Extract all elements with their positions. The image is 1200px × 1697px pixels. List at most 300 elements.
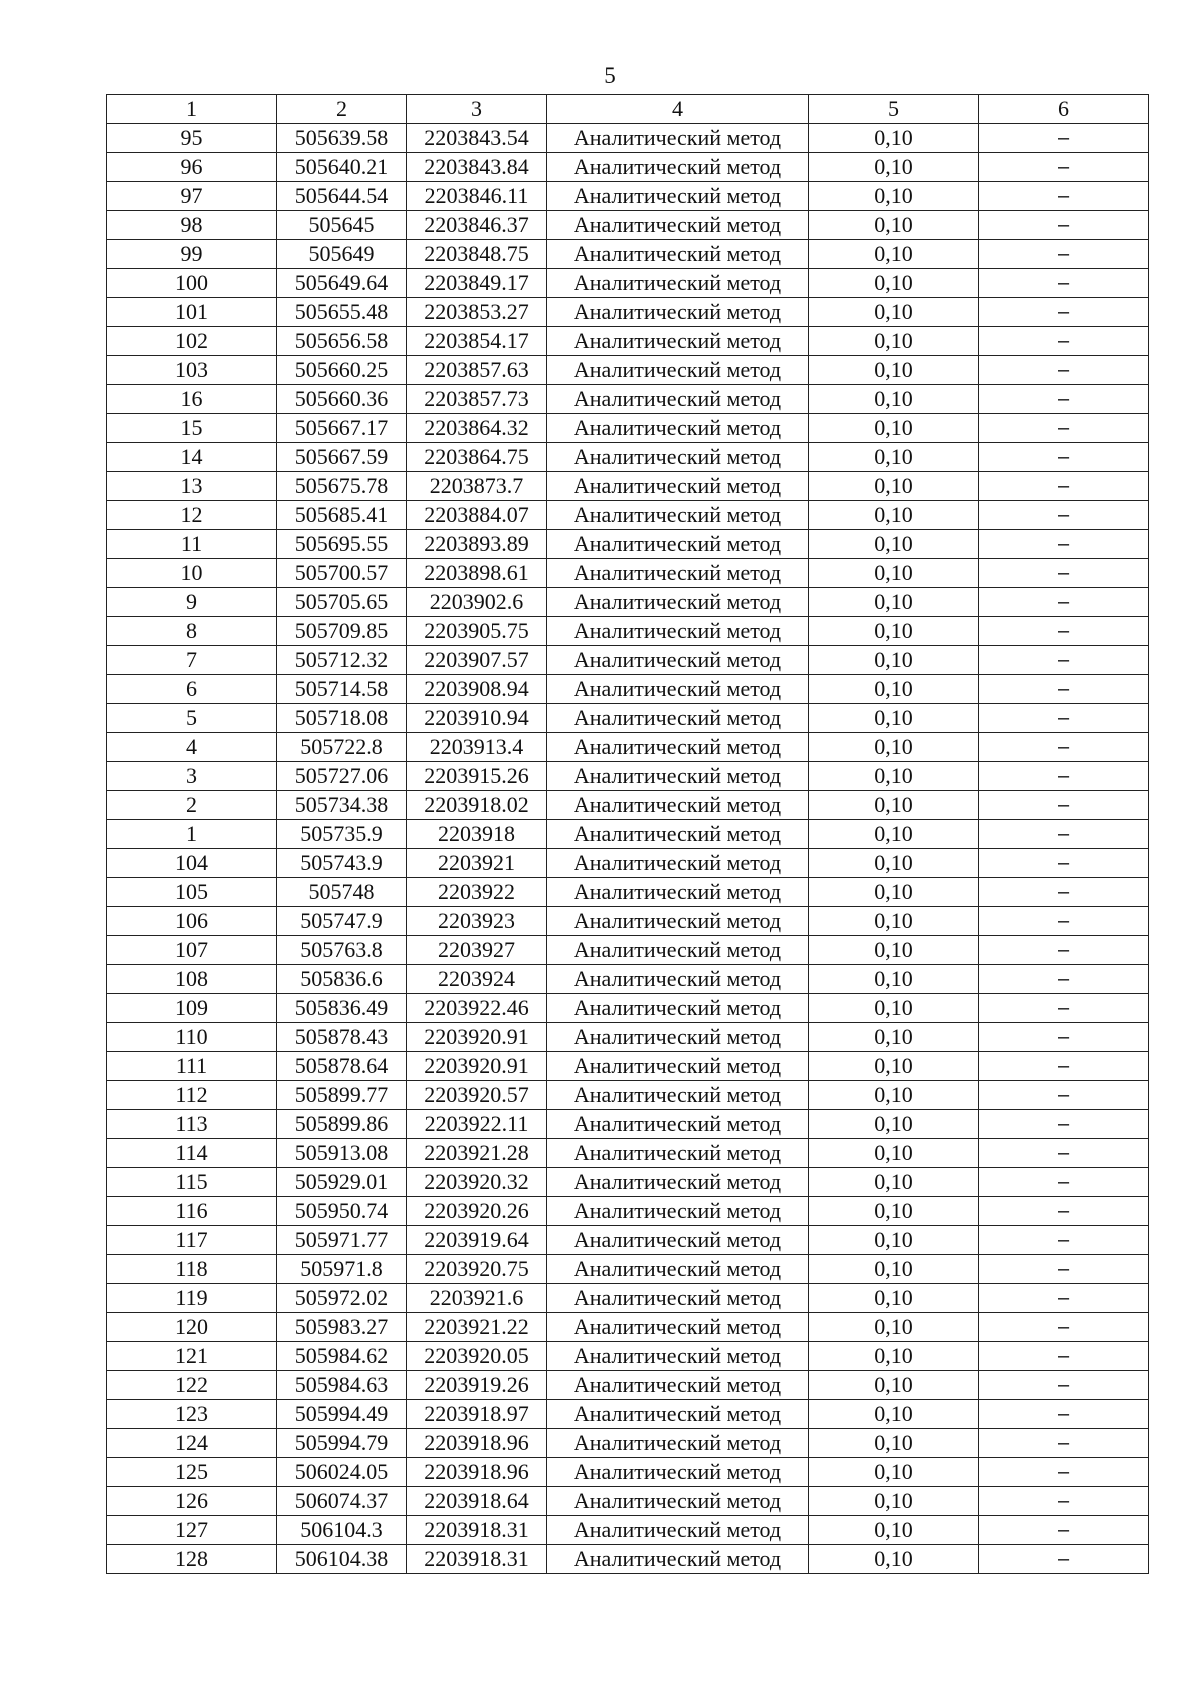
method-cell: Аналитический метод xyxy=(547,1197,809,1226)
accuracy-cell: 0,10 xyxy=(809,414,979,443)
table-row xyxy=(107,588,1149,617)
point-number-cell: 96 xyxy=(107,153,277,182)
table-row xyxy=(107,298,1149,327)
remark-cell: – xyxy=(979,965,1149,994)
point-number-cell: 9 xyxy=(107,588,277,617)
point-number-cell: 3 xyxy=(107,762,277,791)
x-coordinate-cell: 505743.9 xyxy=(277,849,407,878)
table-row xyxy=(107,530,1149,559)
y-coordinate-cell: 2203927 xyxy=(407,936,547,965)
y-coordinate-cell: 2203918.96 xyxy=(407,1429,547,1458)
header-cell: 1 xyxy=(107,95,277,124)
remark-cell: – xyxy=(979,530,1149,559)
accuracy-cell: 0,10 xyxy=(809,1545,979,1574)
point-number-cell: 111 xyxy=(107,1052,277,1081)
remark-cell: – xyxy=(979,1313,1149,1342)
y-coordinate-cell: 2203846.11 xyxy=(407,182,547,211)
x-coordinate-cell: 505667.17 xyxy=(277,414,407,443)
y-coordinate-cell: 2203848.75 xyxy=(407,240,547,269)
accuracy-cell: 0,10 xyxy=(809,1139,979,1168)
header-cell: 5 xyxy=(809,95,979,124)
remark-cell: – xyxy=(979,559,1149,588)
accuracy-cell: 0,10 xyxy=(809,501,979,530)
table-row xyxy=(107,1052,1149,1081)
remark-cell: – xyxy=(979,1487,1149,1516)
method-cell: Аналитический метод xyxy=(547,849,809,878)
accuracy-cell: 0,10 xyxy=(809,1168,979,1197)
accuracy-cell: 0,10 xyxy=(809,269,979,298)
accuracy-cell: 0,10 xyxy=(809,530,979,559)
accuracy-cell: 0,10 xyxy=(809,907,979,936)
method-cell: Аналитический метод xyxy=(547,1313,809,1342)
y-coordinate-cell: 2203920.75 xyxy=(407,1255,547,1284)
point-number-cell: 8 xyxy=(107,617,277,646)
x-coordinate-cell: 505972.02 xyxy=(277,1284,407,1313)
y-coordinate-cell: 2203873.7 xyxy=(407,472,547,501)
method-cell: Аналитический метод xyxy=(547,327,809,356)
y-coordinate-cell: 2203893.89 xyxy=(407,530,547,559)
y-coordinate-cell: 2203918 xyxy=(407,820,547,849)
y-coordinate-cell: 2203920.91 xyxy=(407,1052,547,1081)
y-coordinate-cell: 2203849.17 xyxy=(407,269,547,298)
remark-cell: – xyxy=(979,414,1149,443)
y-coordinate-cell: 2203843.54 xyxy=(407,124,547,153)
method-cell: Аналитический метод xyxy=(547,907,809,936)
accuracy-cell: 0,10 xyxy=(809,327,979,356)
remark-cell: – xyxy=(979,501,1149,530)
point-number-cell: 109 xyxy=(107,994,277,1023)
table-row xyxy=(107,1023,1149,1052)
method-cell: Аналитический метод xyxy=(547,1342,809,1371)
remark-cell: – xyxy=(979,791,1149,820)
method-cell: Аналитический метод xyxy=(547,1458,809,1487)
remark-cell: – xyxy=(979,1168,1149,1197)
remark-cell: – xyxy=(979,356,1149,385)
table-row xyxy=(107,1458,1149,1487)
point-number-cell: 128 xyxy=(107,1545,277,1574)
y-coordinate-cell: 2203918.96 xyxy=(407,1458,547,1487)
y-coordinate-cell: 2203919.64 xyxy=(407,1226,547,1255)
table-header-row xyxy=(107,95,1149,124)
y-coordinate-cell: 2203853.27 xyxy=(407,298,547,327)
table-row xyxy=(107,501,1149,530)
y-coordinate-cell: 2203921.6 xyxy=(407,1284,547,1313)
x-coordinate-cell: 505763.8 xyxy=(277,936,407,965)
x-coordinate-cell: 505714.58 xyxy=(277,675,407,704)
table-row xyxy=(107,820,1149,849)
x-coordinate-cell: 505994.49 xyxy=(277,1400,407,1429)
table-row xyxy=(107,443,1149,472)
table-row xyxy=(107,907,1149,936)
header-cell: 6 xyxy=(979,95,1149,124)
remark-cell: – xyxy=(979,1023,1149,1052)
method-cell: Аналитический метод xyxy=(547,182,809,211)
x-coordinate-cell: 505836.6 xyxy=(277,965,407,994)
x-coordinate-cell: 505660.25 xyxy=(277,356,407,385)
x-coordinate-cell: 505735.9 xyxy=(277,820,407,849)
table-row xyxy=(107,153,1149,182)
remark-cell: – xyxy=(979,385,1149,414)
x-coordinate-cell: 505639.58 xyxy=(277,124,407,153)
method-cell: Аналитический метод xyxy=(547,530,809,559)
y-coordinate-cell: 2203920.05 xyxy=(407,1342,547,1371)
table-row xyxy=(107,733,1149,762)
accuracy-cell: 0,10 xyxy=(809,1284,979,1313)
y-coordinate-cell: 2203915.26 xyxy=(407,762,547,791)
method-cell: Аналитический метод xyxy=(547,1400,809,1429)
x-coordinate-cell: 505899.77 xyxy=(277,1081,407,1110)
x-coordinate-cell: 505705.65 xyxy=(277,588,407,617)
remark-cell: – xyxy=(979,820,1149,849)
y-coordinate-cell: 2203920.26 xyxy=(407,1197,547,1226)
remark-cell: – xyxy=(979,1081,1149,1110)
accuracy-cell: 0,10 xyxy=(809,1487,979,1516)
accuracy-cell: 0,10 xyxy=(809,878,979,907)
point-number-cell: 100 xyxy=(107,269,277,298)
table-row xyxy=(107,1284,1149,1313)
point-number-cell: 1 xyxy=(107,820,277,849)
header-cell: 3 xyxy=(407,95,547,124)
y-coordinate-cell: 2203920.32 xyxy=(407,1168,547,1197)
method-cell: Аналитический метод xyxy=(547,588,809,617)
point-number-cell: 122 xyxy=(107,1371,277,1400)
accuracy-cell: 0,10 xyxy=(809,1081,979,1110)
y-coordinate-cell: 2203857.73 xyxy=(407,385,547,414)
x-coordinate-cell: 505660.36 xyxy=(277,385,407,414)
y-coordinate-cell: 2203923 xyxy=(407,907,547,936)
table-row xyxy=(107,965,1149,994)
table-row xyxy=(107,472,1149,501)
point-number-cell: 99 xyxy=(107,240,277,269)
remark-cell: – xyxy=(979,1226,1149,1255)
method-cell: Аналитический метод xyxy=(547,211,809,240)
method-cell: Аналитический метод xyxy=(547,820,809,849)
table-row xyxy=(107,1226,1149,1255)
y-coordinate-cell: 2203905.75 xyxy=(407,617,547,646)
method-cell: Аналитический метод xyxy=(547,1545,809,1574)
x-coordinate-cell: 505675.78 xyxy=(277,472,407,501)
table-row xyxy=(107,269,1149,298)
accuracy-cell: 0,10 xyxy=(809,762,979,791)
remark-cell: – xyxy=(979,1284,1149,1313)
remark-cell: – xyxy=(979,733,1149,762)
method-cell: Аналитический метод xyxy=(547,704,809,733)
remark-cell: – xyxy=(979,1139,1149,1168)
accuracy-cell: 0,10 xyxy=(809,1226,979,1255)
x-coordinate-cell: 505984.63 xyxy=(277,1371,407,1400)
table-row xyxy=(107,646,1149,675)
remark-cell: – xyxy=(979,907,1149,936)
accuracy-cell: 0,10 xyxy=(809,1110,979,1139)
table-row xyxy=(107,791,1149,820)
x-coordinate-cell: 505685.41 xyxy=(277,501,407,530)
point-number-cell: 121 xyxy=(107,1342,277,1371)
x-coordinate-cell: 505734.38 xyxy=(277,791,407,820)
remark-cell: – xyxy=(979,443,1149,472)
point-number-cell: 124 xyxy=(107,1429,277,1458)
point-number-cell: 103 xyxy=(107,356,277,385)
point-number-cell: 7 xyxy=(107,646,277,675)
point-number-cell: 104 xyxy=(107,849,277,878)
point-number-cell: 12 xyxy=(107,501,277,530)
accuracy-cell: 0,10 xyxy=(809,1023,979,1052)
x-coordinate-cell: 505983.27 xyxy=(277,1313,407,1342)
table-row xyxy=(107,1487,1149,1516)
y-coordinate-cell: 2203921.28 xyxy=(407,1139,547,1168)
method-cell: Аналитический метод xyxy=(547,1052,809,1081)
remark-cell: – xyxy=(979,762,1149,791)
method-cell: Аналитический метод xyxy=(547,1255,809,1284)
header-cell: 4 xyxy=(547,95,809,124)
page-number: 5 xyxy=(604,63,616,88)
accuracy-cell: 0,10 xyxy=(809,675,979,704)
point-number-cell: 15 xyxy=(107,414,277,443)
point-number-cell: 105 xyxy=(107,878,277,907)
y-coordinate-cell: 2203864.32 xyxy=(407,414,547,443)
table-row xyxy=(107,1400,1149,1429)
accuracy-cell: 0,10 xyxy=(809,965,979,994)
point-number-cell: 114 xyxy=(107,1139,277,1168)
x-coordinate-cell: 505709.85 xyxy=(277,617,407,646)
x-coordinate-cell: 505718.08 xyxy=(277,704,407,733)
y-coordinate-cell: 2203921 xyxy=(407,849,547,878)
remark-cell: – xyxy=(979,1255,1149,1284)
method-cell: Аналитический метод xyxy=(547,733,809,762)
x-coordinate-cell: 506104.3 xyxy=(277,1516,407,1545)
remark-cell: – xyxy=(979,1052,1149,1081)
x-coordinate-cell: 505727.06 xyxy=(277,762,407,791)
accuracy-cell: 0,10 xyxy=(809,1400,979,1429)
remark-cell: – xyxy=(979,240,1149,269)
method-cell: Аналитический метод xyxy=(547,1516,809,1545)
accuracy-cell: 0,10 xyxy=(809,1429,979,1458)
remark-cell: – xyxy=(979,124,1149,153)
method-cell: Аналитический метод xyxy=(547,1023,809,1052)
accuracy-cell: 0,10 xyxy=(809,646,979,675)
header-cell: 2 xyxy=(277,95,407,124)
remark-cell: – xyxy=(979,298,1149,327)
y-coordinate-cell: 2203907.57 xyxy=(407,646,547,675)
method-cell: Аналитический метод xyxy=(547,1168,809,1197)
method-cell: Аналитический метод xyxy=(547,385,809,414)
accuracy-cell: 0,10 xyxy=(809,1052,979,1081)
x-coordinate-cell: 505645 xyxy=(277,211,407,240)
table-row xyxy=(107,356,1149,385)
remark-cell: – xyxy=(979,153,1149,182)
accuracy-cell: 0,10 xyxy=(809,298,979,327)
x-coordinate-cell: 505913.08 xyxy=(277,1139,407,1168)
x-coordinate-cell: 505878.43 xyxy=(277,1023,407,1052)
method-cell: Аналитический метод xyxy=(547,617,809,646)
y-coordinate-cell: 2203921.22 xyxy=(407,1313,547,1342)
method-cell: Аналитический метод xyxy=(547,153,809,182)
accuracy-cell: 0,10 xyxy=(809,559,979,588)
x-coordinate-cell: 505748 xyxy=(277,878,407,907)
y-coordinate-cell: 2203898.61 xyxy=(407,559,547,588)
table-row xyxy=(107,1313,1149,1342)
point-number-cell: 4 xyxy=(107,733,277,762)
accuracy-cell: 0,10 xyxy=(809,240,979,269)
method-cell: Аналитический метод xyxy=(547,356,809,385)
remark-cell: – xyxy=(979,1545,1149,1574)
accuracy-cell: 0,10 xyxy=(809,820,979,849)
point-number-cell: 116 xyxy=(107,1197,277,1226)
x-coordinate-cell: 506104.38 xyxy=(277,1545,407,1574)
point-number-cell: 14 xyxy=(107,443,277,472)
remark-cell: – xyxy=(979,704,1149,733)
accuracy-cell: 0,10 xyxy=(809,994,979,1023)
x-coordinate-cell: 506074.37 xyxy=(277,1487,407,1516)
accuracy-cell: 0,10 xyxy=(809,588,979,617)
method-cell: Аналитический метод xyxy=(547,936,809,965)
remark-cell: – xyxy=(979,182,1149,211)
x-coordinate-cell: 505971.77 xyxy=(277,1226,407,1255)
accuracy-cell: 0,10 xyxy=(809,124,979,153)
point-number-cell: 6 xyxy=(107,675,277,704)
table-row xyxy=(107,327,1149,356)
point-number-cell: 95 xyxy=(107,124,277,153)
method-cell: Аналитический метод xyxy=(547,240,809,269)
remark-cell: – xyxy=(979,327,1149,356)
table-row xyxy=(107,994,1149,1023)
x-coordinate-cell: 505747.9 xyxy=(277,907,407,936)
point-number-cell: 97 xyxy=(107,182,277,211)
table-row xyxy=(107,762,1149,791)
y-coordinate-cell: 2203920.91 xyxy=(407,1023,547,1052)
accuracy-cell: 0,10 xyxy=(809,1255,979,1284)
x-coordinate-cell: 505644.54 xyxy=(277,182,407,211)
remark-cell: – xyxy=(979,994,1149,1023)
point-number-cell: 125 xyxy=(107,1458,277,1487)
accuracy-cell: 0,10 xyxy=(809,443,979,472)
accuracy-cell: 0,10 xyxy=(809,1313,979,1342)
table-body xyxy=(107,95,1149,1574)
accuracy-cell: 0,10 xyxy=(809,1516,979,1545)
x-coordinate-cell: 505994.79 xyxy=(277,1429,407,1458)
remark-cell: – xyxy=(979,617,1149,646)
accuracy-cell: 0,10 xyxy=(809,1342,979,1371)
remark-cell: – xyxy=(979,646,1149,675)
accuracy-cell: 0,10 xyxy=(809,1197,979,1226)
method-cell: Аналитический метод xyxy=(547,762,809,791)
accuracy-cell: 0,10 xyxy=(809,153,979,182)
accuracy-cell: 0,10 xyxy=(809,182,979,211)
point-number-cell: 118 xyxy=(107,1255,277,1284)
table-row xyxy=(107,1429,1149,1458)
method-cell: Аналитический метод xyxy=(547,1429,809,1458)
point-number-cell: 115 xyxy=(107,1168,277,1197)
x-coordinate-cell: 506024.05 xyxy=(277,1458,407,1487)
table-row xyxy=(107,704,1149,733)
accuracy-cell: 0,10 xyxy=(809,791,979,820)
y-coordinate-cell: 2203910.94 xyxy=(407,704,547,733)
x-coordinate-cell: 505929.01 xyxy=(277,1168,407,1197)
point-number-cell: 108 xyxy=(107,965,277,994)
accuracy-cell: 0,10 xyxy=(809,356,979,385)
remark-cell: – xyxy=(979,849,1149,878)
method-cell: Аналитический метод xyxy=(547,1371,809,1400)
point-number-cell: 10 xyxy=(107,559,277,588)
table-row xyxy=(107,675,1149,704)
x-coordinate-cell: 505899.86 xyxy=(277,1110,407,1139)
method-cell: Аналитический метод xyxy=(547,1081,809,1110)
remark-cell: – xyxy=(979,588,1149,617)
method-cell: Аналитический метод xyxy=(547,965,809,994)
point-number-cell: 110 xyxy=(107,1023,277,1052)
x-coordinate-cell: 505700.57 xyxy=(277,559,407,588)
remark-cell: – xyxy=(979,1197,1149,1226)
y-coordinate-cell: 2203918.31 xyxy=(407,1545,547,1574)
table-row xyxy=(107,1255,1149,1284)
x-coordinate-cell: 505640.21 xyxy=(277,153,407,182)
y-coordinate-cell: 2203924 xyxy=(407,965,547,994)
accuracy-cell: 0,10 xyxy=(809,385,979,414)
x-coordinate-cell: 505971.8 xyxy=(277,1255,407,1284)
x-coordinate-cell: 505695.55 xyxy=(277,530,407,559)
method-cell: Аналитический метод xyxy=(547,298,809,327)
accuracy-cell: 0,10 xyxy=(809,617,979,646)
point-number-cell: 119 xyxy=(107,1284,277,1313)
x-coordinate-cell: 505656.58 xyxy=(277,327,407,356)
table-row xyxy=(107,1371,1149,1400)
table-row xyxy=(107,1342,1149,1371)
method-cell: Аналитический метод xyxy=(547,1139,809,1168)
point-number-cell: 107 xyxy=(107,936,277,965)
table-row xyxy=(107,211,1149,240)
remark-cell: – xyxy=(979,1516,1149,1545)
y-coordinate-cell: 2203902.6 xyxy=(407,588,547,617)
x-coordinate-cell: 505649 xyxy=(277,240,407,269)
table-row xyxy=(107,1516,1149,1545)
coordinates-table xyxy=(106,94,1149,1574)
accuracy-cell: 0,10 xyxy=(809,211,979,240)
point-number-cell: 120 xyxy=(107,1313,277,1342)
x-coordinate-cell: 505878.64 xyxy=(277,1052,407,1081)
point-number-cell: 5 xyxy=(107,704,277,733)
y-coordinate-cell: 2203918.64 xyxy=(407,1487,547,1516)
accuracy-cell: 0,10 xyxy=(809,733,979,762)
y-coordinate-cell: 2203913.4 xyxy=(407,733,547,762)
y-coordinate-cell: 2203854.17 xyxy=(407,327,547,356)
accuracy-cell: 0,10 xyxy=(809,849,979,878)
x-coordinate-cell: 505984.62 xyxy=(277,1342,407,1371)
table-row xyxy=(107,849,1149,878)
point-number-cell: 11 xyxy=(107,530,277,559)
y-coordinate-cell: 2203884.07 xyxy=(407,501,547,530)
remark-cell: – xyxy=(979,878,1149,907)
point-number-cell: 117 xyxy=(107,1226,277,1255)
y-coordinate-cell: 2203864.75 xyxy=(407,443,547,472)
y-coordinate-cell: 2203857.63 xyxy=(407,356,547,385)
point-number-cell: 13 xyxy=(107,472,277,501)
method-cell: Аналитический метод xyxy=(547,791,809,820)
table-row xyxy=(107,124,1149,153)
remark-cell: – xyxy=(979,1429,1149,1458)
x-coordinate-cell: 505712.32 xyxy=(277,646,407,675)
accuracy-cell: 0,10 xyxy=(809,472,979,501)
method-cell: Аналитический метод xyxy=(547,1487,809,1516)
remark-cell: – xyxy=(979,472,1149,501)
method-cell: Аналитический метод xyxy=(547,443,809,472)
table-row xyxy=(107,1197,1149,1226)
remark-cell: – xyxy=(979,1110,1149,1139)
y-coordinate-cell: 2203922.11 xyxy=(407,1110,547,1139)
table-row xyxy=(107,414,1149,443)
method-cell: Аналитический метод xyxy=(547,1110,809,1139)
remark-cell: – xyxy=(979,675,1149,704)
remark-cell: – xyxy=(979,211,1149,240)
table-row xyxy=(107,559,1149,588)
